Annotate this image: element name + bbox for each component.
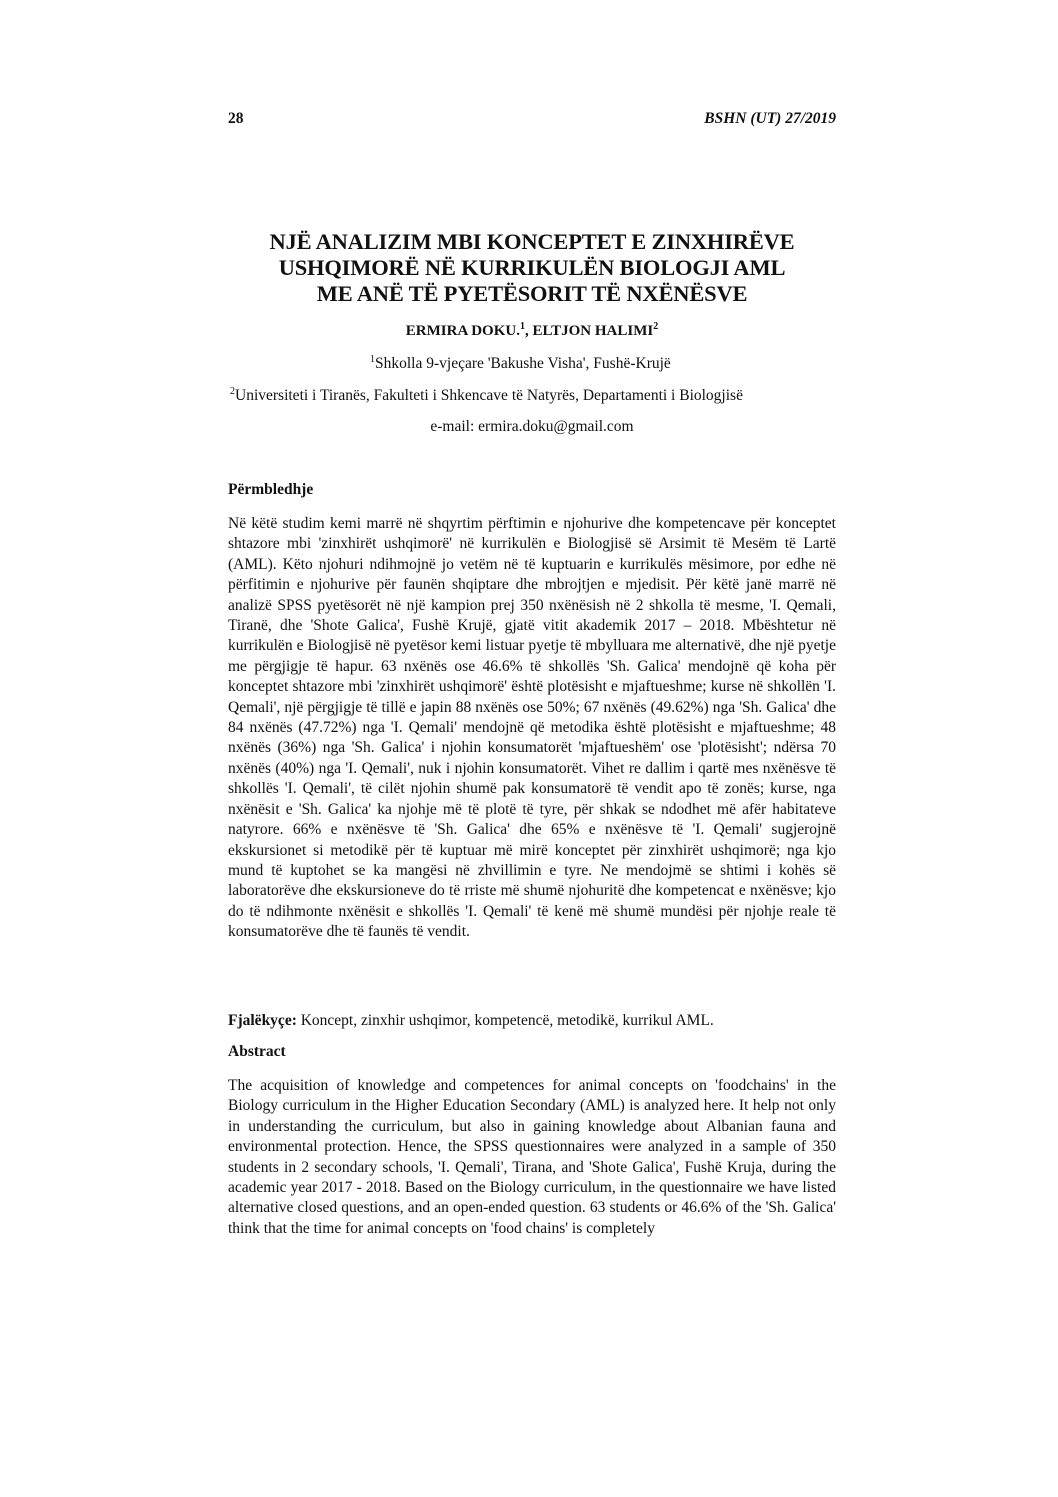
affiliation-2-text: Universiteti i Tiranës, Fakulteti i Shkencave të Natyrës, Departamenti i Biologjisë [235,387,743,404]
page-number: 28 [228,110,244,127]
title-line-1: NJË ANALIZIM MBI KONCEPTET E ZINXHIRËVE [269,229,795,254]
affiliation-1-mark: 1 [370,353,375,365]
abstract-paragraph: The acquisition of knowledge and competences for animal concepts on 'foodchains' in the Biology curriculum in the Higher Education Secondary (AML) is analyzed here. It help not only in understanding the curriculum, but also in gaining knowledge about Albanian fauna and environmental protection. Hence, the SPSS questionnaires were analyzed in a sample of 350 students in 2 secondary schools, 'I. Qemali', Tirana, and 'Shote Galica', Fushë Kruja, during the academic year 2017 - 2018. Based on the Biology curriculum, in the questionnaire we have listed alternative closed questions, and an open-ended question. 63 students or 46.6% of the 'Sh. Galica' think that the time for animal concepts on 'food chains' is completely [228,1077,836,1237]
author-2: ELTJON HALIMI [532,323,654,339]
affiliation-2 [230,387,743,405]
summary-paragraph: Në këtë studim kemi marrë në shqyrtim përftimin e njohurive dhe kompetencave për konceptet shtazore mbi 'zinxhirët ushqimorë' në kurrikulën e Biologjisë së Arsimit të Mesëm të Lartë (AML). Këto njohuri ndihmojnë jo vetëm në të kuptuarin e kurrikulës mësimore, por edhe në përfitimin e njohurive për faunën shqiptare dhe mbrojtjen e mjedisit. Për këtë janë marrë në analizë SPSS pyetësorët në një kampion prej 350 nxënësish në 2 shkolla të mesme, 'I. Qemali, Tiranë, dhe 'Shote Galica', Fushë Krujë, gjatë vitit akademik 2017 – 2018. Mbështetur në kurrikulën e Biologjisë në pyetësor kemi listuar pyetje të mbylluara me alternativë, dhe një pyetje me përgjigje të hapur. 63 nxënës ose 46.6% të shkollës 'Sh. Galica' mendojnë që koha për konceptet shtazore mbi 'zinxhirët ushqimorë' është plotësisht e mjaftueshme; kurse në shkollën 'I. Qemali', një përgjigje të tillë e japin 88 nxënës ose 50%; 67 nxënës (49.62%) nga 'Sh. Galica' dhe 84 nxënës (47.72%) nga 'I. Qemali' mendojnë që metodika është plotësisht e mjaftueshme; 48 nxënës (36%) nga 'Sh. Galica' i njohin konsumatorët 'mjaftueshëm' ose 'plotësisht'; ndërsa 70 nxënës (40%) nga 'I. Qemali', nuk i njohin konsumatorët. Vihet re dallim i qartë mes nxënësve të shkollës 'I. Qemali', të cilët njohin shumë pak konsumatorë të vendit apo të zonës; kurse, nga nxënësit e 'Sh. Galica' ka njohje më të plotë të tyre, për shkak se ndodhet më afër habitateve natyrore. 66% e nxënësve të 'Sh. Galica' dhe 65% e nxënësve të 'I. Qemali' sugjerojnë ekskursionet si metodikë për të kuptuar më mirë konceptet për zinxhirët ushqimorë; nga kjo mund të kuptohet se ka mangësi në zhvillimin e tyre. Ne mendojmë se shtimi i kohës së laboratorëve dhe ekskursioneve do të rriste më shumë njohuritë dhe kompetencat e nxënësve; kjo do të ndihmonte nxënësit e shkollës 'I. Qemali' të kenë më shumë mundësi për njohje reale të konsumatorëve dhe të faunës të vendit. [228,515,836,941]
affiliation-1 [370,355,671,373]
title-line-2: USHQIMORË NË KURRIKULËN BIOLOGJI AML [278,255,786,280]
title-line-3: ME ANË TË PYETËSORIT TË NXËNËSVE [316,281,748,306]
affiliation-2-mark: 2 [230,385,235,397]
keywords-label: Fjalëkyçe: [228,1012,297,1029]
author-1-affiliation-mark: 1 [519,321,525,332]
author-line [228,323,836,340]
affiliation-1-text: Shkolla 9-vjeçare 'Bakushe Visha', Fushë-Krujë [375,355,671,372]
summary-heading: Përmbledhje [228,481,314,498]
author-separator: , [524,323,533,339]
journal-reference: BSHN (UT) 27/2019 [704,110,836,127]
running-head [228,110,836,132]
article-title [228,229,836,307]
author-1: ERMIRA DOKU. [405,323,520,339]
author-2-affiliation-mark: 2 [653,321,659,332]
keywords-text: Koncept, zinxhir ushqimor, kompetencë, metodikë, kurrikul AML. [296,1012,714,1029]
abstract-heading: Abstract [228,1043,286,1060]
keywords-line [228,1012,836,1030]
contact-email: e-mail: ermira.doku@gmail.com [430,418,634,435]
